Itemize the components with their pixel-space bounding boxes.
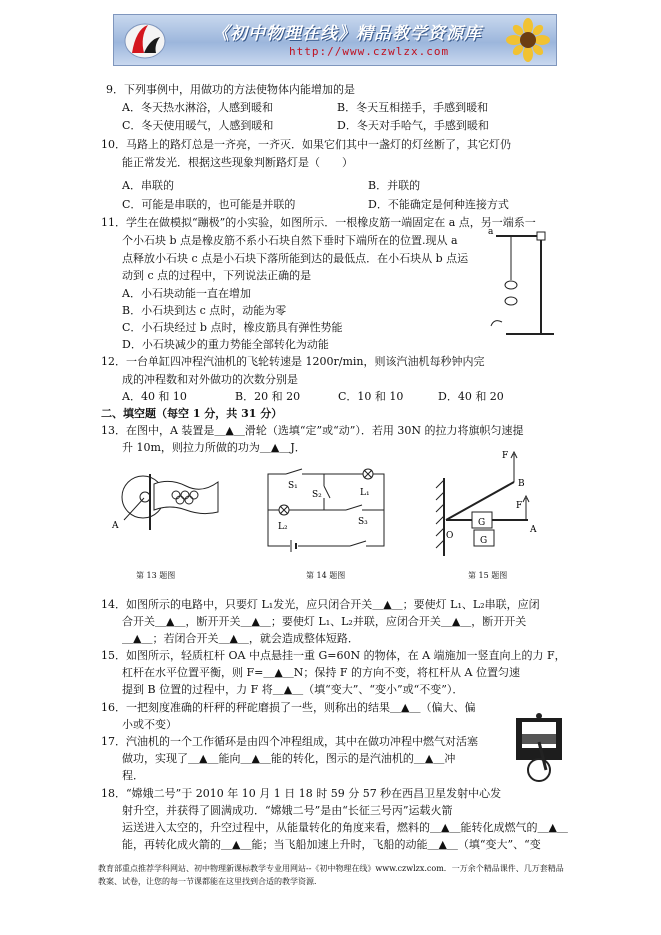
fig11-label-a: a [488,227,494,237]
header-banner [113,14,557,66]
fig11-stone-c [505,297,517,305]
fig15-label-a: A [530,525,537,535]
fig13-caption: 第 13 题图 [136,571,176,580]
text-line: 15．如图所示，轻质杠杆 OA 中点悬挂一重 G=60N 的物体，在 A 端施加一竖直向上的力 F， [101,649,566,662]
fig14-switch-s1 [286,469,302,477]
fig11-stone-b [505,281,517,289]
fig14-label-s1: S₁ [288,481,298,491]
text-line: 10．马路上的路灯总是一齐亮，一齐灭．如果它们其中一盏灯的灯丝断了，其它灯仍 [101,138,511,151]
text-line: A．小石块动能一直在增加 [122,287,251,300]
fig14-label-s2: S₂ [312,490,322,500]
figure-13-flag-pulley [110,470,222,542]
fig15-label-f1: F [502,451,509,461]
text-line: C．冬天使用暖气，人感到暖和 [122,119,274,132]
text-line: 运送进入太空的，升空过程中，从能量转化的角度来看，燃料的＿▲＿能转化成燃气的＿▲＿ [122,821,568,834]
fig15-label-g1: G [478,518,486,528]
text-line: B．冬天互相搓手，手感到暖和 [337,101,489,114]
text-line: 9．下列事例中，用做功的方法使物体内能增加的是 [106,83,355,96]
fig13-label-a: A [112,521,119,531]
figure-17-engine-cylinder [508,712,570,784]
text-line: B．小石块到达 c 点时，动能为零 [122,304,287,317]
text-line: 程． [122,769,144,782]
fig11-clamp [537,232,545,240]
text-line: A．40 和 10 [122,390,187,403]
text-line: 成的冲程数和对外做功的次数分别是 [122,373,298,386]
fig14-battery [290,540,298,552]
text-line: 13．在图中，A 装置是＿▲＿滑轮（选填“定”或“动”）．若用 30N 的拉力将旗帜匀速提 [101,424,524,437]
text-line: D．冬天对手哈气，手感到暖和 [337,119,489,132]
text-line: 12．一台单缸四冲程汽油机的飞轮转速是 1200r/min，则该汽油机每秒钟内完 [101,355,485,368]
fig14-switch-s3 [346,505,362,513]
fig14-caption: 第 14 题图 [306,571,346,580]
figure-11-bungee [486,222,556,344]
fig11-hand [491,321,502,326]
fig17-crankshaft [528,759,550,781]
figure-15-lever [434,448,538,560]
fig14-label-l2: L₂ [278,522,288,532]
text-line: C．可能是串联的，也可能是并联的 [122,198,296,211]
fig15-wall-hatch [436,480,444,548]
banner-title: 《初中物理在线》精品教学资源库 [212,24,482,44]
figure-14-circuit [262,468,394,554]
site-logo-icon [122,19,168,61]
fig13-rope [124,498,144,520]
page-footer: 教育部重点推荐学科网站、初中物理新课标教学专业用网站--《初中物理在线》www.czwlzx.com．一万余个精品课件、几万套精品教案、试卷，让您的每一节课都能在这里找到合适的教学资源． [98,864,564,886]
text-line: D．不能确定是何种连接方式 [368,198,509,211]
text-line: 射升空，并获得了圆满成功．“嫦娥二号”是由“长征三号丙”运载火箭 [122,804,453,817]
text-line: 16．一把刻度准确的杆秤的秤砣磨损了一些，则称出的结果＿▲＿（偏大、偏 [101,701,476,714]
fig14-label-l1: L₁ [360,488,370,498]
text-line: C．10 和 10 [338,390,404,403]
text-line: B．并联的 [368,179,421,192]
fig14-switch-battery-side [350,541,366,549]
text-line: 做功，实现了＿▲＿能向＿▲＿能的转化，图示的是汽油机的＿▲＿冲 [122,752,456,765]
text-line: 14．如图所示的电路中，只要灯 L₁发光，应只闭合开关＿▲＿；要使灯 L₁、L₂串联，应闭 [101,598,540,611]
text-line: D．小石块减少的重力势能全部转化为动能 [122,338,329,351]
text-line: A．串联的 [122,179,174,192]
fig14-lamp-l1 [363,469,373,479]
fig15-label-o: O [446,531,454,541]
text-line: 能正常发光．根据这些现象判断路灯是（ ） [122,156,353,169]
text-line: 点释放小石块 c 点是小石块下落所能到达的最低点．在小石块从 b 点运 [122,252,469,265]
text-line: A．冬天热水淋浴，人感到暖和 [122,101,273,114]
text-line: D．40 和 20 [438,390,504,403]
fig15-caption: 第 15 题图 [468,571,508,580]
text-line: 11．学生在做模拟“蹦极”的小实验，如图所示．一根橡皮筋一端固定在 a 点，另一端系一 [101,216,536,229]
text-line: 杠杆在水平位置平衡，则 F=＿▲＿N；保持 F 的方向不变，将杠杆从 A 位置匀速 [122,666,520,679]
fig14-switch-s2 [321,486,330,498]
banner-url[interactable]: http://www.czwlzx.com [289,45,450,58]
text-line: 能，再转化成火箭的＿▲＿能；当飞船加速上升时，飞船的动能＿▲＿（填“变大”、“变 [122,838,541,851]
text-line: 17．汽油机的一个工作循环是由四个冲程组成，其中在做功冲程中燃气对活塞 [101,735,478,748]
text-line: ＿▲＿；若闭合开关＿▲＿，就会造成整体短路． [122,632,359,645]
fig15-label-b: B [518,479,525,489]
text-line: 18．“嫦娥二号”于 2010 年 10 月 1 日 18 时 59 分 57 秒在西昌卫星发射中心发 [101,787,502,800]
text-line: C．小石块经过 b 点时，橡皮筋具有弹性势能 [122,321,343,334]
text-line: 小或不变） [122,718,177,731]
sunflower-icon [506,18,550,62]
fig15-label-g2: G [480,536,488,546]
fig14-label-s3: S₃ [358,517,368,527]
text-line: 合开关＿▲＿，断开开关＿▲＿；要使灯 L₁、L₂并联，应闭合开关＿▲＿，断开开关 [122,615,527,628]
fig14-lamp-l2 [279,505,289,515]
fig17-spark-plug [536,713,542,719]
text-line: 个小石块 b 点是橡皮筋不系小石块自然下垂时下端所在的位置.现从 a [122,234,458,247]
text-line: B．20 和 20 [235,390,301,403]
text-line: 二、填空题（每空 1 分，共 31 分） [101,407,283,420]
text-line: 提到 B 位置的过程中，力 F 将＿▲＿（填“变大”、“变小”或“不变”）． [122,683,464,696]
text-line: 升 10m，则拉力所做的功为＿▲＿J． [122,441,306,454]
text-line: 动到 c 点的过程中，下列说法正确的是 [122,269,312,282]
fig15-label-f2: F [516,501,523,511]
